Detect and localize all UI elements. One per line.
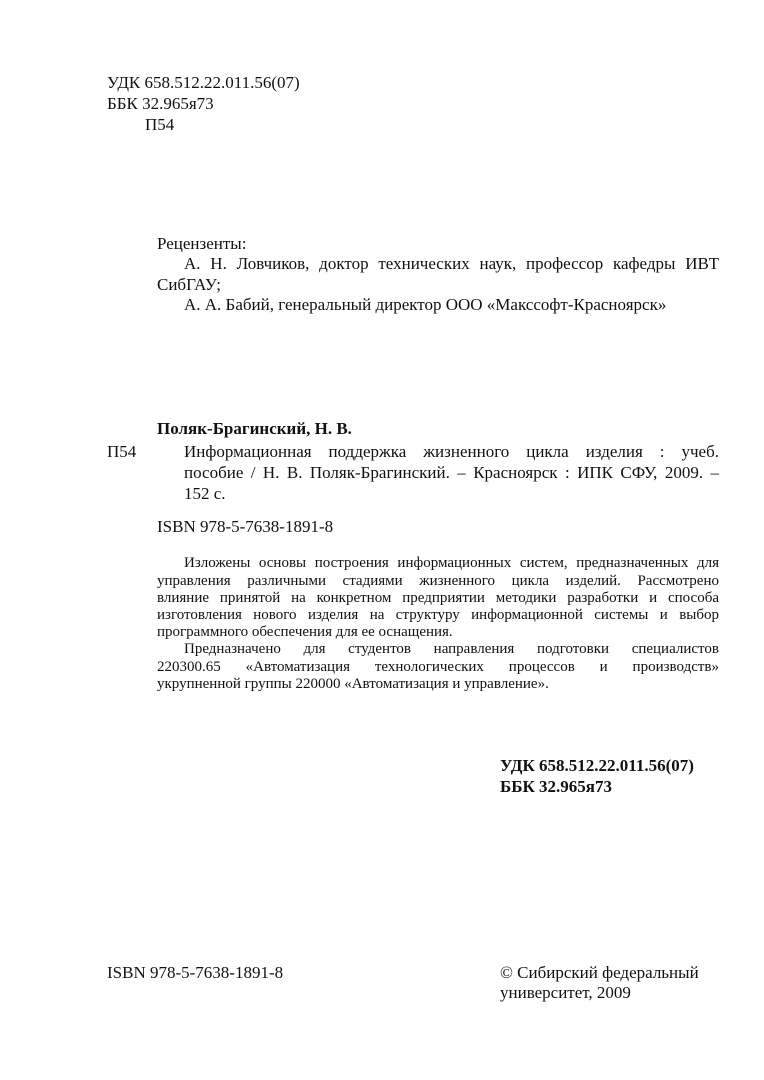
abstract-p2-line-1: Предназначено для студентов направления подготовки специалистов [184,641,719,657]
abstract-p1-line-2: управления различными стадиями жизненного цикла изделий. Рассмотрено [157,573,719,589]
bib-line-3: 152 с. [184,484,226,503]
bib-code: П54 [107,442,137,461]
reviewer-2: А. А. Бабий, генеральный директор ООО «Макссофт-Красноярск» [184,295,667,314]
reviewers-title: Рецензенты: [157,234,247,253]
bib-author: Поляк-Брагинский, Н. В. [157,419,352,438]
bib-line-2: пособие / Н. В. Поляк-Брагинский. – Красноярск : ИПК СФУ, 2009. – [184,463,719,482]
copyright-line-2: университет, 2009 [500,983,631,1002]
bib-line-1: Информационная поддержка жизненного цикла изделия : учеб. [184,442,719,461]
bib-isbn: ISBN 978-5-7638-1891-8 [157,517,334,536]
classification-bbk: ББК 32.965я73 [500,777,613,796]
reviewer-1-line-1: А. Н. Ловчиков, доктор технических наук, профессор кафедры ИВТ [184,254,719,273]
header-udk: УДК 658.512.22.011.56(07) [107,73,300,92]
abstract-p2-line-3: укрупненной группы 220000 «Автоматизация и управление». [157,676,549,692]
header-code: П54 [145,115,175,134]
header-bbk: ББК 32.965я73 [107,94,214,113]
abstract-p2-line-2: 220300.65 «Автоматизация технологических процессов и производств» [157,659,719,675]
copyright-line-1: © Сибирский федеральный [500,963,699,982]
footer-isbn: ISBN 978-5-7638-1891-8 [107,963,284,982]
abstract-p1-line-5: программного обеспечения для ее оснащения. [157,624,453,640]
abstract-p1-line-4: изготовления нового изделия на структуру информационной системы и выбор [157,607,719,623]
abstract-p1-line-1: Изложены основы построения информационных систем, предназначенных для [184,555,719,571]
abstract-p1-line-3: влияние принятой на конкретном предприятии методики разработки и способа [157,590,719,606]
reviewer-1-line-2: СибГАУ; [157,275,221,294]
classification-udk: УДК 658.512.22.011.56(07) [500,756,694,775]
